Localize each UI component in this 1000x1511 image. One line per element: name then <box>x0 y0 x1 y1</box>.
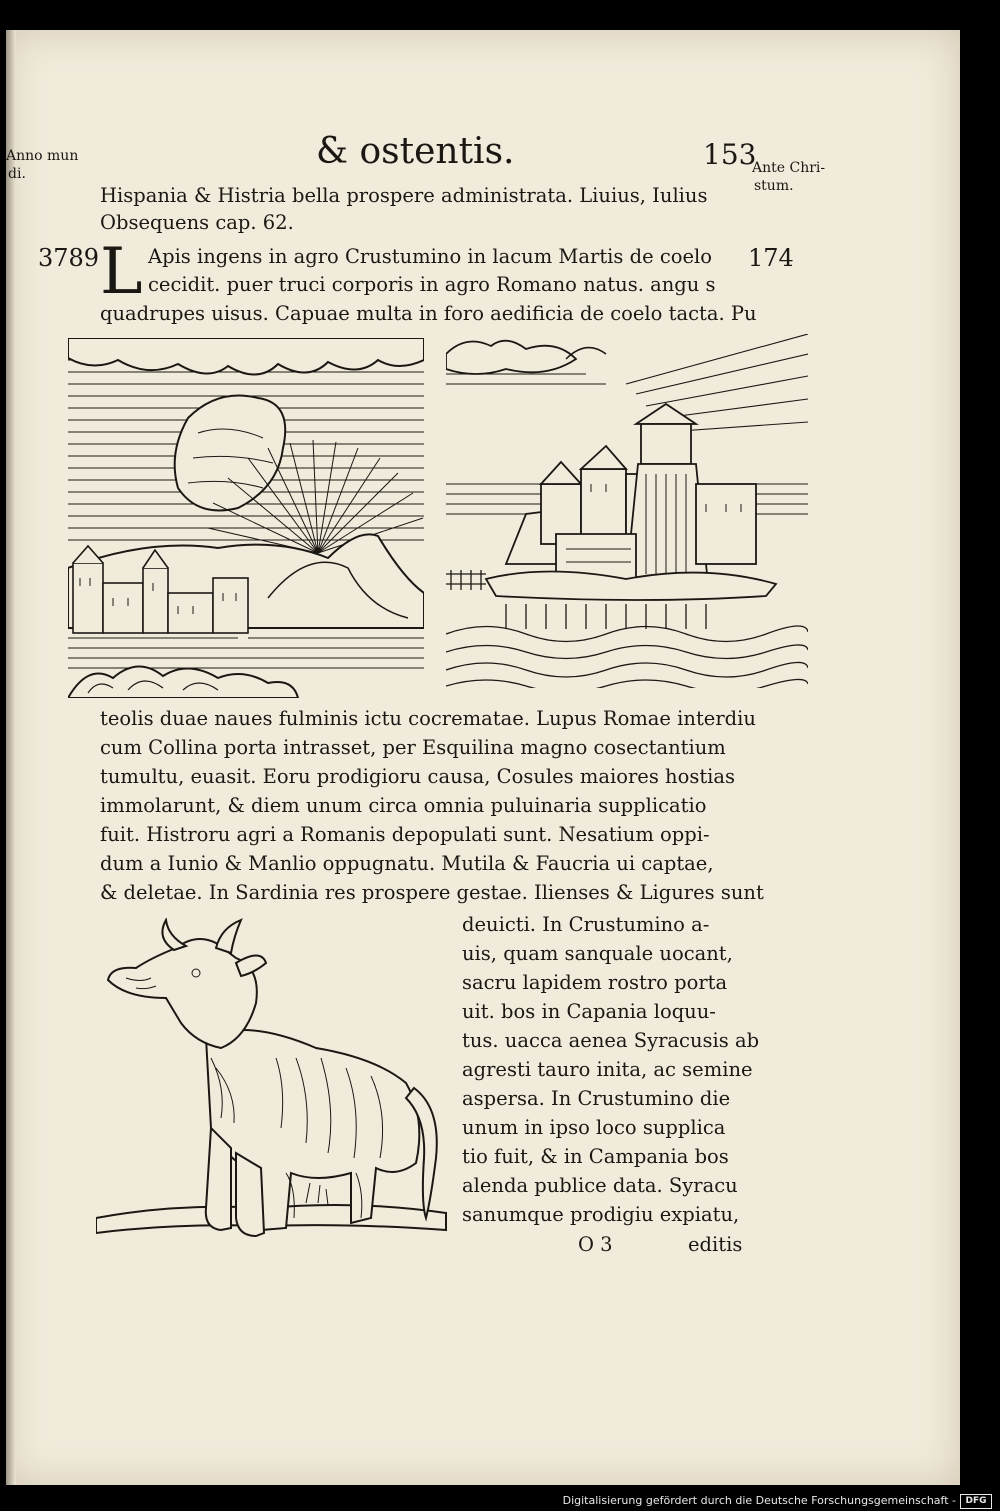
text-line: Hispania & Histria bella prospere administrata. Liuius, Iulius <box>100 184 708 207</box>
year-anno-mundi: 3789 <box>38 244 100 272</box>
initial-letter: L <box>100 235 143 309</box>
page-gutter-shadow <box>6 30 16 1485</box>
text-line: aspersa. In Crustumino die <box>462 1087 731 1110</box>
margin-label-ante-christum: Ante Chri- <box>752 160 826 176</box>
page-number: 153 <box>703 138 757 171</box>
text-line: tio fuit, & in Campania bos <box>462 1145 729 1168</box>
text-line: quadrupes uisus. Capuae multa in foro aedificia de coelo tacta. Pu <box>100 302 757 325</box>
text-line: deuicti. In Crustumino a- <box>462 913 710 936</box>
text-line: agresti tauro inita, ac semine <box>462 1058 753 1081</box>
text-line: immolarunt, & diem unum circa omnia puluinaria supplicatio <box>100 794 707 817</box>
running-head-title: & ostentis. <box>316 131 515 172</box>
text-line: cecidit. puer truci corporis in agro Romano natus. angu s <box>148 273 716 296</box>
text-line: dum a Iunio & Manlio oppugnatu. Mutila & Faucria ui captae, <box>100 852 714 875</box>
text-line: & deletae. In Sardinia res prospere gestae. Ilienses & Ligures sunt <box>100 881 764 904</box>
woodcut-stone-from-sky <box>68 338 424 698</box>
text-line: Apis ingens in agro Crustumino in lacum Martis de coelo <box>148 245 712 268</box>
year-ante-christum: 174 <box>748 244 794 272</box>
text-line: unum in ipso loco supplica <box>462 1116 726 1139</box>
woodcut-fortress-struck <box>446 334 808 688</box>
text-line: tumultu, euasit. Eoru prodigioru causa, Cosules maiores hostias <box>100 765 736 788</box>
text-line: Obsequens cap. 62. <box>100 211 294 234</box>
text-line: sanumque prodigiu expiatu, <box>462 1203 740 1226</box>
text-line: uit. bos in Capania loquu- <box>462 1000 716 1023</box>
text-line: alenda publice data. Syracu <box>462 1174 738 1197</box>
text-line: cum Collina porta intrasset, per Esquilina magno cosectantium <box>100 736 726 759</box>
catchword: editis <box>688 1233 743 1256</box>
woodcut-speaking-bull <box>96 918 456 1258</box>
text-line: uis, quam sanquale uocant, <box>462 942 733 965</box>
dfg-logo-icon: DFG <box>960 1494 992 1509</box>
text-line: sacru lapidem rostro porta <box>462 971 728 994</box>
text-line: teolis duae naues fulminis ictu cocrematae. Lupus Romae interdiu <box>100 707 756 730</box>
margin-label-di: di. <box>8 166 26 182</box>
margin-label-stum: stum. <box>754 178 794 194</box>
margin-label-anno-mundi: Anno mun <box>6 148 79 164</box>
footer-credit: Digitalisierung gefördert durch die Deutsche Forschungsgemeinschaft - <box>562 1494 956 1507</box>
signature-mark: O 3 <box>578 1233 613 1256</box>
text-line: fuit. Histroru agri a Romanis depopulati sunt. Nesatium oppi- <box>100 823 710 846</box>
text-line: tus. uacca aenea Syracusis ab <box>462 1029 760 1052</box>
